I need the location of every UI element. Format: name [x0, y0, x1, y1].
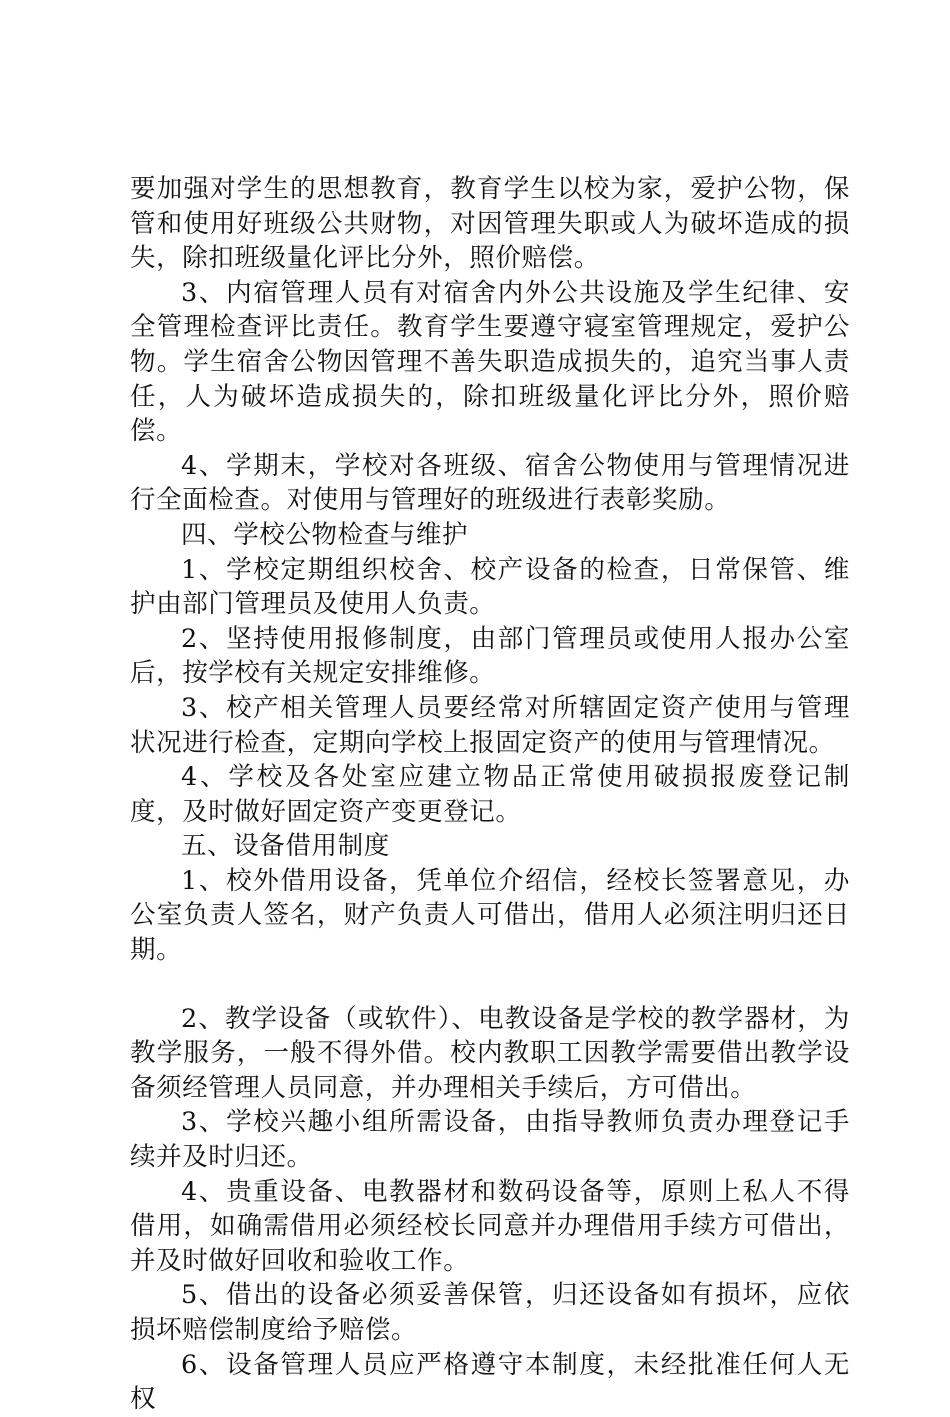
section-heading-inspection: 四、学校公物检查与维护: [181, 519, 469, 550]
paragraph-continuation: 要加强对学生的思想教育，教育学生以校为家，爱护公物，保管和使用好班级公共财物，对因管理失职或人为破坏造成的损失，除扣班级量化评比分外，照价赔偿。: [130, 174, 850, 274]
paragraph-borrowing-2: 2、教学设备（或软件）、电教设备是学校的教学器材，为教学服务，一般不得外借。校内教职工因教学需要借出教学设备须经管理人员同意，并办理相关手续后，方可借出。: [130, 1003, 850, 1103]
paragraph-gap: [130, 968, 850, 1002]
paragraph-inspection-4: 4、学校及各处室应建立物品正常使用破损报废登记制度，及时做好固定资产变更登记。: [130, 762, 850, 827]
paragraph-borrowing-6: 6、设备管理人员应严格遵守本制度，未经批准任何人无权: [130, 1349, 850, 1415]
paragraph-item-3-dorm: 3、内宿管理人员有对宿舍内外公共设施及学生纪律、安全管理检查评比责任。教育学生要遵守寝室管理规定，爱护公物。学生宿舍公物因管理不善失职造成损失的，追究当事人责任，人为破坏造成损失的，除扣班级量化评比分外，照价赔偿。: [130, 277, 850, 447]
document-body: [130, 172, 850, 1417]
paragraph-inspection-1: 1、学校定期组织校舍、校产设备的检查，日常保管、维护由部门管理员及使用人负责。: [130, 554, 850, 620]
paragraph-inspection-3: 3、校产相关管理人员要经常对所辖固定资产使用与管理状况进行检查，定期向学校上报固定资产的使用与管理情况。: [130, 692, 850, 758]
paragraph-inspection-2: 2、坚持使用报修制度，由部门管理员或使用人报办公室后，按学校有关规定安排维修。: [130, 623, 850, 689]
paragraph-item-4-term-end: 4、学期末，学校对各班级、宿舍公物使用与管理情况进行全面检查。对使用与管理好的班级进行表彰奖励。: [130, 450, 850, 516]
paragraph-borrowing-4: 4、贵重设备、电教器材和数码设备等，原则上私人不得借用，如确需借用必须经校长同意并办理借用手续方可借出，并及时做好回收和验收工作。: [130, 1176, 850, 1276]
paragraph-borrowing-1: 1、校外借用设备，凭单位介绍信，经校长签署意见，办公室负责人签名，财产负责人可借出，借用人必须注明归还日期。: [130, 865, 850, 966]
section-heading-borrowing: 五、设备借用制度: [181, 831, 390, 862]
paragraph-borrowing-3: 3、学校兴趣小组所需设备，由指导教师负责办理登记手续并及时归还。: [130, 1107, 850, 1173]
paragraph-borrowing-5: 5、借出的设备必须妥善保管，归还设备如有损坏，应依损坏赔偿制度给予赔偿。: [130, 1280, 850, 1345]
